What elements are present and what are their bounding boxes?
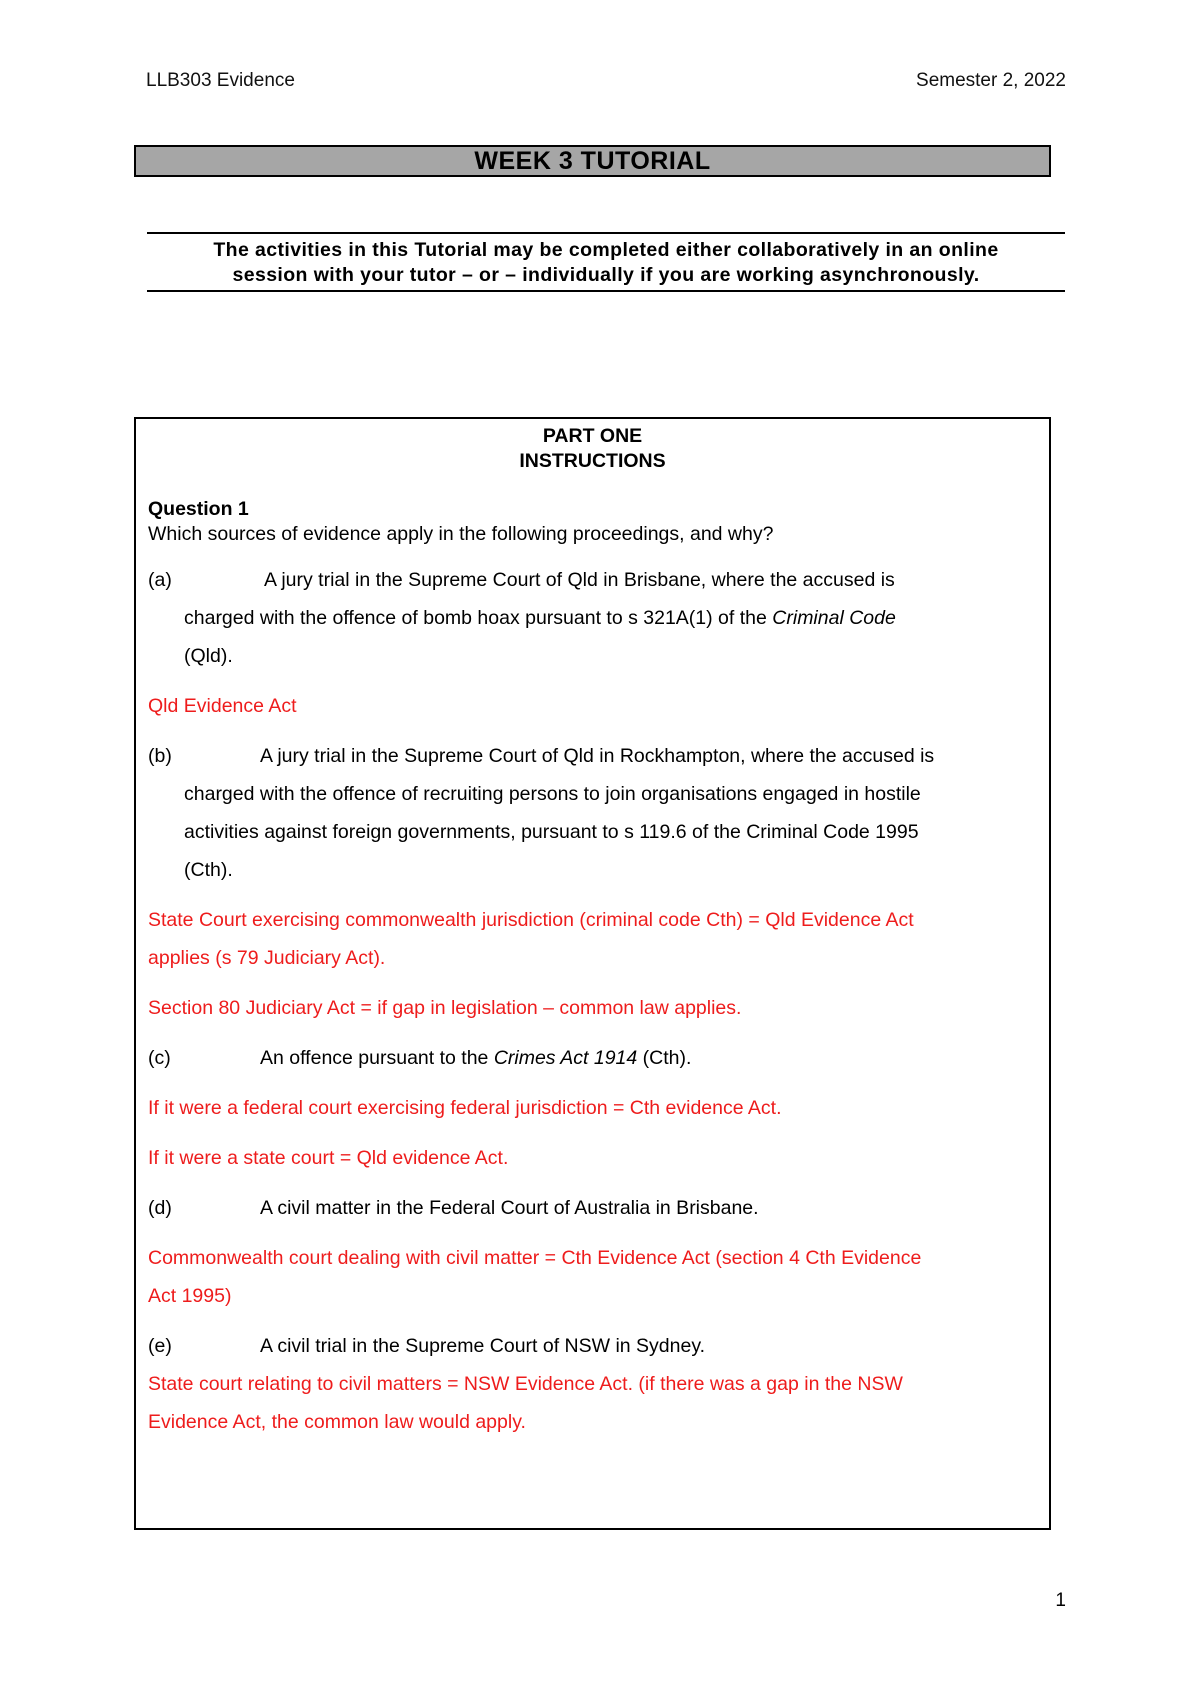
item-b: [148, 737, 1028, 889]
header-semester: Semester 2, 2022: [916, 70, 1066, 91]
item-c-text-post: (Cth).: [637, 1047, 692, 1069]
answer-b-1-line2: applies (s 79 Judiciary Act).: [148, 947, 386, 969]
answer-e-line1: State court relating to civil matters = NSW Evidence Act. (if there was a gap in the NSW: [148, 1373, 903, 1395]
answer-e: [148, 1365, 1028, 1441]
item-b-line1: A jury trial in the Supreme Court of Qld in Rockhampton, where the accused is: [260, 745, 935, 767]
answer-e-line2: Evidence Act, the common law would apply.: [148, 1411, 526, 1433]
page-number: 1: [1055, 1590, 1066, 1611]
item-c-text-pre: An offence pursuant to the: [260, 1047, 494, 1069]
answer-b-1-line1: State Court exercising commonwealth jurisdiction (criminal code Cth) = Qld Evidence Act: [148, 909, 914, 931]
answer-d-line1: Commonwealth court dealing with civil matter = Cth Evidence Act (section 4 Cth Evidence: [148, 1247, 922, 1269]
question-title: Question 1: [148, 498, 249, 520]
answer-c-2: If it were a state court = Qld evidence Act.: [148, 1147, 509, 1169]
answer-a: Qld Evidence Act: [148, 695, 297, 717]
item-b-letter: (b): [148, 745, 172, 767]
item-b-line2: charged with the offence of recruiting persons to join organisations engaged in hostile: [184, 783, 921, 805]
answer-b-2: Section 80 Judiciary Act = if gap in legislation – common law applies.: [148, 997, 742, 1019]
title-bar: [134, 145, 1051, 177]
answer-b-1: [148, 901, 1028, 977]
page-title: WEEK 3 TUTORIAL: [474, 146, 711, 175]
answer-d-line2: Act 1995): [148, 1285, 232, 1307]
part-heading: [136, 424, 1049, 474]
item-e: [148, 1327, 1028, 1365]
question-content: [148, 497, 1028, 1441]
tutorial-notice: [147, 232, 1065, 292]
header-course: LLB303 Evidence: [146, 70, 295, 91]
item-d-letter: (d): [148, 1197, 172, 1219]
item-d: [148, 1189, 1028, 1227]
item-c-italic: Crimes Act 1914: [493, 1047, 638, 1069]
notice-line-1: The activities in this Tutorial may be completed either collaboratively in an online: [213, 239, 999, 261]
part-one-box: [134, 417, 1051, 1530]
item-b-line4: (Cth).: [184, 859, 233, 881]
item-c-letter: (c): [148, 1047, 171, 1069]
part-heading-title: PART ONE: [542, 425, 643, 447]
item-b-line3: activities against foreign governments, pursuant to s 119.6 of the Criminal Code 1995: [184, 821, 919, 843]
item-c: [148, 1039, 1028, 1077]
notice-line-2: session with your tutor – or – individually if you are working asynchronously.: [232, 264, 980, 286]
item-a: [148, 561, 1028, 675]
item-a-line3: (Qld).: [184, 645, 233, 667]
item-a-line2: charged with the offence of bomb hoax pursuant to s 321A(1) of the: [184, 607, 773, 629]
item-a-letter: (a): [148, 569, 172, 591]
item-d-text: A civil matter in the Federal Court of Australia in Brisbane.: [260, 1197, 759, 1219]
item-e-text: A civil trial in the Supreme Court of NSW in Sydney.: [260, 1335, 706, 1357]
answer-c-1: If it were a federal court exercising federal jurisdiction = Cth evidence Act.: [148, 1097, 782, 1119]
item-e-letter: (e): [148, 1335, 172, 1357]
question-prompt: Which sources of evidence apply in the following proceedings, and why?: [148, 523, 774, 545]
item-a-italic: Criminal Code: [772, 607, 896, 629]
part-heading-subtitle: INSTRUCTIONS: [519, 450, 666, 472]
item-a-line1: A jury trial in the Supreme Court of Qld in Brisbane, where the accused is: [264, 569, 895, 591]
answer-d: [148, 1239, 1028, 1315]
